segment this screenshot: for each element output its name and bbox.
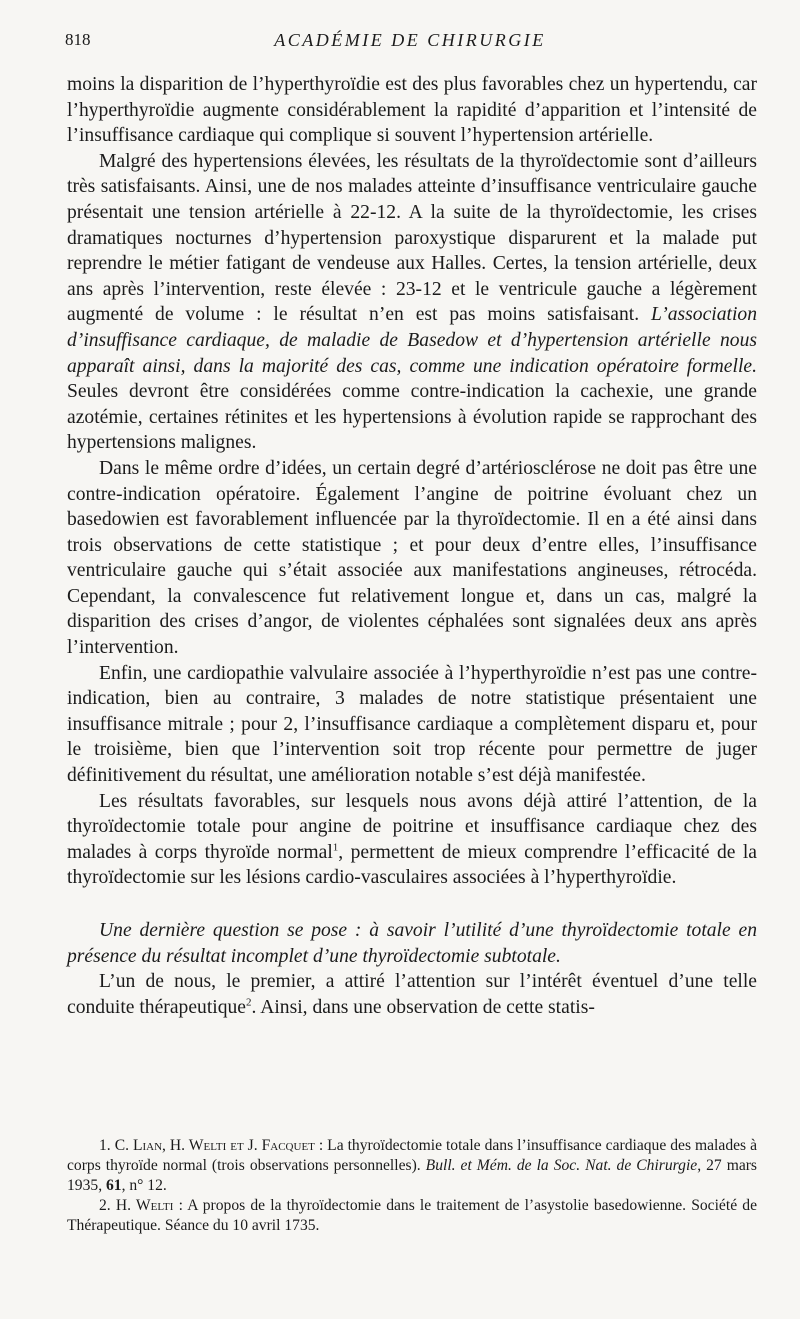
footnote-1 (67, 1136, 757, 1196)
footnote-number: 1. (99, 1137, 111, 1154)
paragraph-question (67, 918, 757, 969)
page-number: 818 (65, 30, 91, 49)
footnote-2 (67, 1196, 757, 1236)
running-title: ACADÉMIE DE CHIRURGIE (274, 30, 546, 50)
paragraph-text: Malgré des hypertensions élevées, les résultats de la thyroïdectomie sont d’ailleurs très satisfaisants. Ainsi, une de nos malades atteinte d’insuffisance ventriculaire gauche présentait une tension artérielle à 22-12. A la suite de la thyroïdectomie, les crises dramatiques nocturnes d’hypertension paroxystique disparurent et la malade put reprendre le métier fatigant de vendeuse aux Halles. Certes, la tension artérielle, deux ans après l’intervention, reste élevée : 23-12 et le ventricule gauche a légèrement augmenté de volume : le résultat n’en est pas moins satisfaisant. (67, 150, 757, 326)
footnote-text: : A propos de la thyroïdectomie dans le traitement de l’asystolie basedowienne. Société de Thérapeutique. Séance du 10 avril 1735. (67, 1197, 757, 1234)
footnote-volume: 61 (105, 1177, 122, 1194)
paragraph-text: Seules devront être considérées comme contre-indication la cachexie, une grande azotémie, certaines rétinites et les hypertensions à évolution rapide se rapprochant des hypertensions malignes. (67, 381, 757, 454)
footnote-ref-1: 1 (332, 841, 339, 854)
page-header (65, 30, 755, 58)
footnote-authors: C. Lian, H. Welti et J. Facquet (114, 1137, 315, 1154)
footnote-author: H. Welti (115, 1197, 174, 1214)
paragraph-text: . Ainsi, dans une observation de cette statis- (251, 996, 595, 1018)
paragraph-text: L’un de nous, le premier, a attiré l’attention sur l’intérêt éventuel d’une telle conduite thérapeutique (67, 971, 757, 1018)
footnote-date: , 27 mars 1935, (67, 1157, 757, 1194)
footnote-journal: Bull. et Mém. de la Soc. Nat. de Chirurgie (425, 1157, 698, 1174)
paragraph-conduct (67, 969, 757, 1020)
body-text (67, 72, 757, 1020)
paragraph-valvular: Enfin, une cardiopathie valvulaire associée à l’hyperthyroïdie n’est pas une contre-indication, bien au contraire, 3 malades de notre statistique présentaient une insuffisance mitrale ; pour 2, l’insuffisance cardiaque a complètement disparu et, pour le troisième, bien que l’intervention soit trop récente pour permettre de juger définitivement du résultat, une amélioration notable s’est déjà manifestée. (67, 662, 757, 787)
paragraph-continuation: moins la disparition de l’hyperthyroïdie est des plus favorables chez un hypertendu, car l’hyperthyroïdie augmente considérablement la rapidité d’apparition et l’intensité de l’insuffisance cardiaque qui complique si souvent l’hypertension artérielle. (67, 74, 757, 147)
italic-conclusion: L’association d’insuffisance cardiaque, de maladie de Basedow et d’hypertension artérielle nous apparaît ainsi, dans la majorité des cas, comme une indication opératoire formelle. (67, 304, 757, 377)
paragraph-text: , permettent de mieux comprendre l’efficacité de la thyroïdectomie sur les lésions cardio-vasculaires associées à l’hyperthyroïdie. (67, 841, 757, 889)
footnote-issue: , n° 12. (121, 1177, 167, 1194)
footnote-number: 2. (99, 1197, 111, 1214)
paragraph-text: Les résultats favorables, sur lesquels nous avons déjà attiré l’attention, de la thyroïdectomie totale pour angine de poitrine et insuffisance cardiaque chez des malades à corps thyroïde normal (67, 790, 757, 863)
paragraph-arteriosclerosis: Dans le même ordre d’idées, un certain degré d’artériosclérose ne doit pas être une contre-indication opératoire. Également l’angine de poitrine évoluant chez un basedowien est favorablement influencée par la thyroïdectomie. Il en a été ainsi dans trois observations de cette statistique ; et pour deux d’entre elles, l’insuffisance ventriculaire gauche qui s’était associée aux manifestations angineuses, rétrocéda. Cependant, la convalescence fut relativement longue et, dans un cas, malgré la disparition des crises d’angor, de violentes céphalées sont signalées deux ans après l’intervention. (67, 457, 757, 659)
italic-question: Une dernière question se pose : à savoir l’utilité d’une thyroïdectomie totale en présence du résultat incomplet d’une thyroïdectomie subtotale. (67, 920, 757, 967)
footnote-ref-2: 2 (246, 996, 252, 1009)
paragraph-results (67, 789, 757, 891)
footnotes (67, 1136, 757, 1236)
footnote-text: : La thyroïdectomie totale dans l’insuffisance cardiaque des malades à corps thyroïde normal (trois observations personnelles). (67, 1137, 757, 1174)
paragraph-hypertension (67, 149, 757, 456)
